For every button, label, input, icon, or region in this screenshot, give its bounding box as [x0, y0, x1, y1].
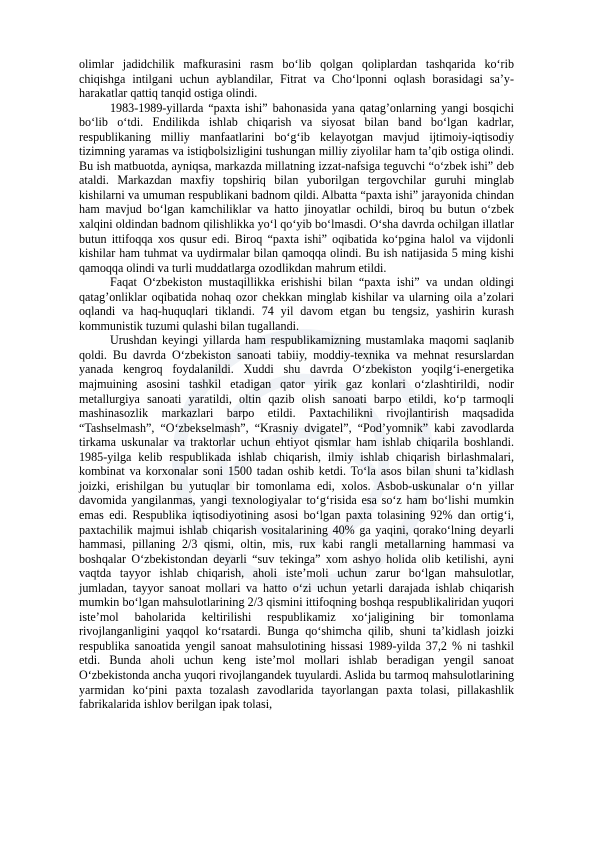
paragraph-postwar-economy: Urushdan keyingi yillarda ham respublikamizning mustamlaka maqomi saqlanib qoldi. Bu davrda O‘zbekiston sanoati tabiiy, moddiy-texnika va mehnat resurslardan yanada kengroq foydalanildi. Xuddi shu davrda O‘zbekiston yoqilg‘i-energetika majmuining asosini tashkil etadigan qator yirik gaz konlari o‘zlashtirildi, nodir metallurgiya sanoati yaratildi, oltin qazib olish sanoati barpo etildi, ko‘p tarmoqli mashinasozlik markazlari barpo etildi. Paxtachilikni rivojlantirish maqsadida “Tashselmash”, “O‘zbekselmash”, “Krasniy dvigatel”, “Pod’yomnik” kabi zavodlarda tirkama uskunalar va traktorlar uchun ehtiyot qismlar ham ishlab chiqarila boshlandi. 1985-yilga kelib respublikada ishlab chiqarish, ilmiy ishlab chiqarish birlashmalari, kombinat va korxonalar soni 1500 tadan oshib ketdi. To‘la asos bilan shuni ta’kidlash joizki, erishilgan bu yutuqlar bir tomonlama edi, xolos. Asbob-uskunalar o‘n yillar davomida yangilanmas, yangi texnologiyalar to‘g‘risida esa so‘z ham bo‘lishi mumkin emas edi. Respublika iqtisodiyotining asosi bo‘lgan paxta tolasining 92% dan ortig‘i, paxtachilik majmui ishlab chiqarish vositalarining 40% ga yaqini, qorako‘lning deyarli hammasi, pillaning 2/3 qismi, oltin, mis, rux kabi rangli metallarning hammasi va boshqalar O‘zbekistondan deyarli “suv tekinga” xom ashyo holida olib ketilishi, ayni vaqtda tayyor ishlab chiqarish, aholi iste’moli uchun zarur bo‘lgan mahsulotlar, jumladan, tayyor sanoat mollari va hatto o‘zi uchun yetarli darajada ishlab chiqarish mumkin bo‘lgan mahsulotlarining 2/3 qismini ittifoqning boshqa respublikaliridan yuqori iste’mol baholarida keltirilishi respublikamiz xo‘jaligining bir tomonlama rivojlanganligini yaqqol ko‘rsatardi. Bunga qo‘shimcha qilib, shuni ta’kidlash joizki respublika sanoatida yengil sanoat mahsulotining hissasi 1989-yilda 37,2 % ni tashkil etdi. Bunda aholi uchun keng iste’mol mollari ishlab beradigan yengil sanoat O‘zbekistonda ancha yuqori rivojlangandek tuyulardi. Aslida bu tarmoq mahsulotlarining yarmidan ko‘pini paxta tozalash zavodlarida tayorlangan paxta tolasi, pillakashlik fabrikalarida ishlov berilgan ipak tolasi,: [79, 333, 514, 712]
paragraph-independence: Faqat O‘zbekiston mustaqillikka erishishi bilan “paxta ishi” va undan oldingi qatag’onliklar oqibatida nohaq ozor chekkan minglab kishilar va ularning oila a’zolari oqlandi va haq-huquqlari tiklandi. 74 yil davom etgan bu tengsiz, yashirin kurash kommunistik tuzumi qulashi bilan tugallandi.: [79, 275, 514, 333]
paragraph-continuation: olimlar jadidchilik mafkurasini rasm bo‘lib qolgan qoliplardan tashqarida ko‘rib chiqishga intilgani uchun ayblandilar, Fitrat va Cho‘lponni oqlash borasidagi sa’y-harakatlar qattiq tanqid ostiga olindi.: [79, 57, 514, 101]
document-body: [79, 57, 514, 712]
paragraph-paxta-ishi: 1983-1989-yillarda “paxta ishi” bahonasida yana qatag’onlarning yangi bosqichi bo‘lib o‘tdi. Endilikda ishlab chiqarish va siyosat bilan band bo‘lgan kadrlar, respublikaning milliy manfaatlarini bo‘g‘ib kelayotgan mavjud ijtimoiy-iqtisodiy tizimning yaramas va istiqbolsizligini tushungan milliy ziyolilar ham ta’qib ostiga olindi. Bu ish matbuotda, ayniqsa, markazda millatning izzat-nafsiga teguvchi “o‘zbek ishi” deb ataldi. Markazdan maxfiy topshiriq bilan yuborilgan tergovchilar guruhi minglab kishilarni va umuman respublikani badnom qildi. Albatta “paxta ishi” jarayonida chindan ham mavjud bo‘lgan kamchiliklar va hatto jinoyatlar ochildi, biroq bu butun o‘zbek xalqini oldindan badnom qilishlikka yo‘l qo‘yib bo‘lmasdi. O‘sha davrda ochilgan illatlar butun ittifoqqa xos qusur edi. Biroq “paxta ishi” oqibatida ko‘pgina halol va vijdonli kishilar ham tuhmat va uydirmalar bilan qamoqqa olindi. Bu ish natijasida 5 ming kishi qamoqqa olindi va turli muddatlarga ozodlikdan mahrum etildi.: [79, 100, 514, 275]
